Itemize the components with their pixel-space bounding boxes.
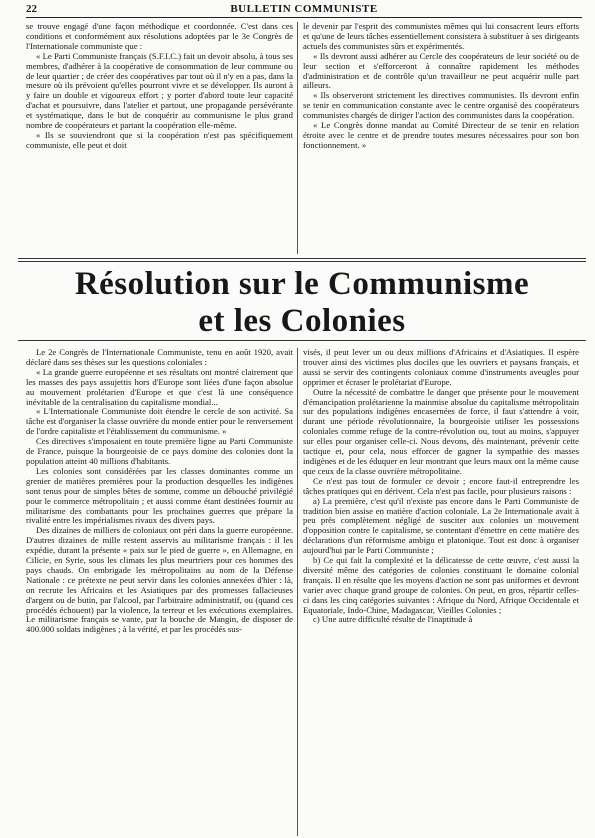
header-rule [26,17,582,18]
column-bottom-left [26,348,293,836]
section-divider [18,258,586,259]
column-bottom-right [303,348,579,836]
section-divider [18,261,586,262]
paragraph: « Ils se souviendront que si la coopération n'est pas spécifiquement communiste, elle peut et doit [26,129,293,150]
column-top-left [26,22,293,256]
paragraph: le devenir par l'esprit des communistes mêmes qui lui consacrent leurs efforts et qu'une de leurs tâches essentiellement consistera à substituer à ses dirigeants actuels des communistes sûrs et expérimentés. [303,22,579,51]
page-header [26,2,582,18]
paragraph: « Ils devront aussi adhérer au Cercle des coopérateurs de leur société ou de leur section et s'efforceront à connaître rapidement les méthodes d'administration et de contrôle qu'un travailleur ne peut acquérir nulle part ailleurs. [303,50,579,91]
paragraph: b) Ce qui fait la complexité et la délicatesse de cette œuvre, c'est aussi la diversité même des catégories de colonies constituant le domaine colonial français. Il en résulte que les moyens d'action ne sont pas uniformes et devront varier avec chaque grand groupe de colonies. On peut, en gros, répartir celles-ci dans les cinq catégories suivantes : Afrique du Nord, Afrique Occidentale et Equatoriale, Indo-Chine, Madagascar, Vieilles Colonies ; [303,555,579,615]
paragraph: c) Une autre difficulté résulte de l'inaptitude à [313,614,473,625]
paragraph: « Le Parti Communiste français (S.F.I.C.) fait un devoir absolu, à tous ses membres, d'adhérer à la coopérative de consommation de leur commune ou de leur quartier ; de créer des coopératives par tout où il n'y en a pas, dans la mesure où ils prévoient qu'elles pourront vivre et se développer. Ils auront à y faire un double et vigoureux effort ; y porter d'abord toute leur capacité d'achat et poursuivre, dans l'atelier et partout, une propagande persévérante et systématique, dans le but de conquérir au communisme le plus grand nombre de coopérateurs et partant la coopération elle-même. [26,50,293,131]
paragraph: « L'Internationale Communiste doit étendre le cercle de son activité. Sa tâche est d'organiser la classe ouvrière du monde entier pour le renversement de l'ordre capitaliste et l'établissement du communisme. » [26,406,293,437]
paragraph: « La grande guerre européenne et ses résultats ont montré clairement que les masses des pays assujettis hors d'Europe sont liées d'une façon absolue au mouvement prolétarien d'Europe et que c'est là une conséquence inévitable de la centralisation du capitalisme mondial... [26,366,293,407]
article-title [18,266,586,340]
article-title-line-2: et les Colonies [198,303,406,339]
paragraph: Ces directives s'imposaient en toute première ligne au Parti Communiste de France, puisque la bourgeoisie de ce pays domine des colonies dont la population atteint 40 millions d'habitants. [26,436,293,466]
page-number: 22 [26,3,37,15]
title-rule [18,340,586,341]
paragraph: « Le Congrès donne mandat au Comité Directeur de se tenir en relation étroite avec le centre et de prendre toutes mesures nécessaires pour son bon fonctionnement. » [303,120,579,150]
paragraph: Les colonies sont considérées par les classes dominantes comme un grenier de matières premières pour la production desquelles les indigènes sont tenus pour de simples bêtes de somme, comme un débouché privilégié pour le commerce métropolitain ; et aussi comme étant destinées fournir au militarisme des combattants pour les prochaines guerres que prépare la rivalité entre les impérialismes rivaux des divers pays. [26,465,293,526]
paragraph: Ce n'est pas tout de formuler ce devoir ; encore faut-il entreprendre les tâches pratiques qui en dérivent. Cela n'est pas facile, pour plusieurs raisons : [303,475,579,496]
column-divider [297,348,298,836]
paragraph: a) La première, c'est qu'il n'existe pas encore dans le Parti Communiste de tradition bien assise en matière d'action coloniale. La 2e Internationale avait à peu près complètement négligé de susciter aux colonies un mouvement d'opposition contre le capitalisme, se contentant d'émettre en cette matière des déclarations d'un réformisme ambigu et platonique. Tout est donc à organiser aujourd'hui par le Parti Communiste ; [303,495,579,556]
paragraph: Outre la nécessité de combattre le danger que présente pour le mouvement d'émancipation prolétarienne la mainmise absolue du capitalisme métropolitain sur des populations indigènes encasernées de force, il faut s'attendre à voir, durant une période révolutionnaire, la bourgeoisie utiliser les possessions coloniales comme refuge de la contre-révolution ou, tout au moins, s'appuyer sur elles pour organiser celle-ci. Nous devons, dès maintenant, prévenir cette tactique et, pour cela, nous efforcer de gagner la sympathie des masses indigènes et de les éduquer en leur montrant que leurs maux ont la même cause que ceux de la classe ouvrière métropolitaine. [303,386,579,476]
paragraph: se trouve engagé d'une façon méthodique et coordonnée. C'est dans ces conditions et conformément aux résolutions adoptées par le 3e Congrès de l'Internationale communiste que : [26,22,293,51]
running-title: BULLETIN COMMUNISTE [230,3,378,15]
column-divider [297,22,298,254]
paragraph: « Ils observeront strictement les directives communistes. Ils devront enfin se tenir en communication constante avec le centre organisé des coopérateurs communistes chargés de diriger l'action des communistes dans la coopération. [303,90,579,121]
column-top-right [303,22,579,256]
paragraph: Des dizaines de milliers de coloniaux ont péri dans la guerre européenne. D'autres dizaines de mille restent asservis au militarisme français : il les expédie, durant la présente « paix sur le pied de guerre », en Allemagne, en Cilicie, en Syrie, sous les climats les plus meurtriers pour ces hommes des pays chauds. On embrigade les métropolitains au nom de la Défense Nationale : ce prétexte ne peut servir dans les colonies annexées d'hier : là, on recrute les Africains et les Asiatiques par des promesses fallacieuses d'argent ou de butin, par l'alcool, par l'arbitraire administratif, ou (quand ces procédés échouent) par la violence, la terreur et les exécutions exemplaires. Le militarisme français se vante, par la bouche de Mangin, de disposer de 400.000 soldats indigènes ; à la vérité, et par les procédés sus- [26,525,293,635]
article-title-line-1: Résolution sur le Communisme [74,266,530,302]
paragraph: visés, il peut lever un ou deux millions d'Africains et d'Asiatiques. Il espère trouver ainsi des victimes plus dociles que les ouvriers et paysans français, et aussi se servir des contingents coloniaux comme d'instruments aveugles pour opprimer et écraser le prolétariat d'Europe. [303,348,579,387]
paragraph: Le 2e Congrès de l'Internationale Communiste, tenu en août 1920, avait déclaré dans ses thèses sur les questions coloniales : [26,348,293,367]
